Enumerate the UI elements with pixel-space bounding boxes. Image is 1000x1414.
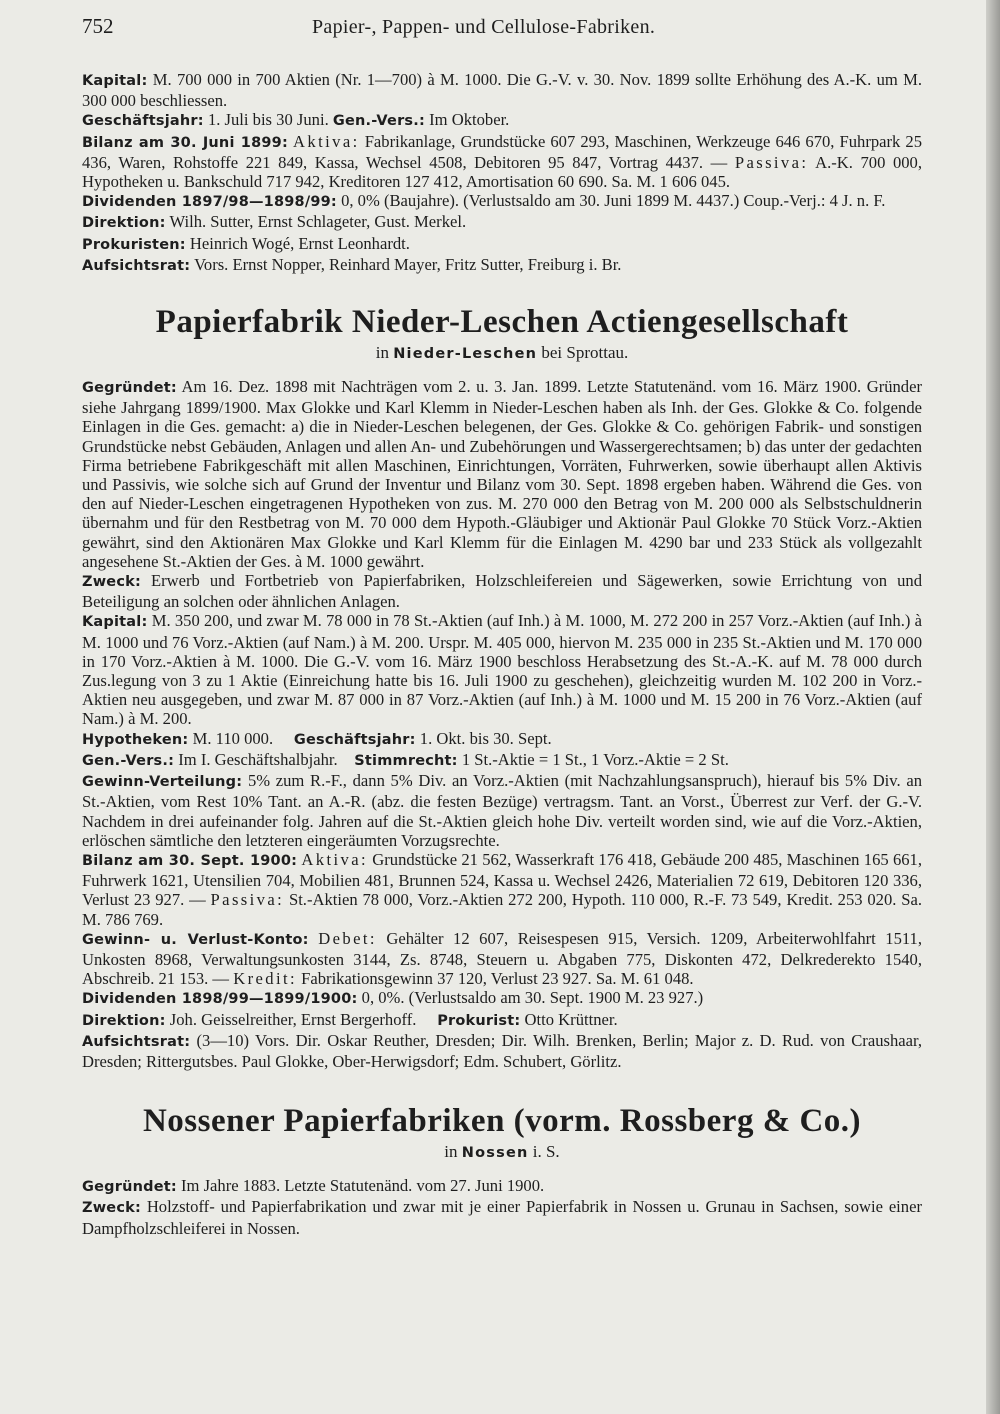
entry-aufsichtsrat [82, 1031, 922, 1071]
page-header [82, 14, 922, 44]
location-place: Nossen [461, 1145, 529, 1162]
company-location [82, 1141, 922, 1164]
entry-dividenden [82, 988, 922, 1009]
entry-text: Wilh. Sutter, Ernst Schlageter, Gust. Merkel. [169, 212, 467, 232]
entry-text: Otto Krüttner. [524, 1009, 618, 1029]
entry-text: Gehälter 12 607, Reisespesen 915, Versich. 1209, Arbeiterwohlfahrt 1511, Unkosten 8968, Verwaltungsunkosten 3144, Zs. 8748, Steuern u. Abgaben 775, Diskonten 472, Delkrederekto 1540, Abschreib. 21 153. — [82, 928, 923, 989]
entry-label: Dividenden 1898/99—1899/1900: [82, 991, 358, 1008]
company-title: Papierfabrik Nieder-Leschen Actiengesellschaft [155, 304, 849, 341]
entry-text: Holzstoff- und Papierfabrikation und zwar mit je einer Papierfabrik in Nossen u. Grunau in Sachsen, sowie einer Dampfholzschleiferei in Nossen. [82, 1197, 922, 1238]
page-number: 752 [82, 14, 114, 38]
entry-label: Gewinn- u. Verlust-Konto: [82, 931, 309, 948]
entry-dividenden [82, 191, 922, 212]
entry-prokuristen [82, 234, 922, 255]
entry-text: Vors. Ernst Nopper, Reinhard Mayer, Fritz Sutter, Freiburg i. Br. [194, 254, 622, 274]
entry-text: 1. Juli bis 30 Juni. [207, 110, 329, 130]
entry-text: M. 110 000. [192, 728, 274, 748]
entry-gegruendet [82, 377, 922, 571]
entry-bilanz [82, 850, 922, 929]
entry-aufsichtsrat [82, 255, 922, 276]
entry-text: Joh. Geisselreither, Ernst Bergerhoff. [169, 1009, 417, 1029]
entry-hypotheken [82, 729, 922, 750]
location-place: Nieder-Leschen [393, 346, 538, 363]
entry-text: 0, 0%. (Verlustsaldo am 30. Sept. 1900 M. 23 927.) [361, 988, 704, 1008]
entry-label: Zweck: [82, 574, 141, 591]
entry-text: Fabrikationsgewinn 37 120, Verlust 23 927. Sa. M. 61 048. [301, 969, 694, 989]
entry-text: 5% zum R.-F., dann 5% Div. an Vorz.-Aktien (mit Nachzahlungsanspruch), hierauf bis 5% Div. an St.-Aktien, vom Rest 10% Tant. an A.-R. (abz. die festen Bezüge) vertragsm. Tant. an Vorst., Überrest zur Verf. der G.-V. Nachdem in drei aufeinander folg. Jahren auf die St.-Aktien gleich hohe Div. verteilt worden sind, wie auf die Vorz.-Aktien, erlöschen sämtliche den letzteren eingeräumten Vorzugsrechte. [82, 771, 922, 850]
running-title: Papier-, Pappen- und Cellulose-Fabriken. [312, 16, 656, 38]
aktiva-word: Aktiva: [301, 849, 368, 869]
entry-direktion [82, 1010, 922, 1031]
entry-text: 1. Okt. bis 30. Sept. [419, 728, 552, 748]
company-entry-nieder-leschen [82, 302, 922, 1071]
entry-text: M. 700 000 in 700 Aktien (Nr. 1—700) à M. 1000. Die G.-V. v. 30. Nov. 1899 sollte Erhöhung des A.-K. um M. 300 000 beschliessen. [82, 70, 922, 111]
entry-label: Stimmrecht: [354, 752, 458, 769]
entry-label: Kapital: [82, 614, 148, 631]
entry-zweck [82, 571, 922, 611]
location-suffix: i. S. [532, 1142, 560, 1162]
location-prefix: in [444, 1142, 458, 1162]
entry-text: Heinrich Wogé, Ernst Leonhardt. [189, 233, 410, 253]
location-prefix: in [375, 343, 389, 363]
entry-text: A.-K. 700 000, Hypotheken u. Bankschuld 717 942, Kreditoren 127 412, Amortisation 60 690. Sa. M. 1 606 045. [82, 152, 922, 192]
entry-label: Gegründet: [82, 1179, 177, 1196]
previous-company-entry [82, 70, 922, 276]
entry-label: Bilanz am 30. Sept. 1900: [82, 852, 298, 869]
entry-text: St.-Aktien 78 000, Vorz.-Aktien 272 200, Hypoth. 110 000, R.-F. 73 549, Kredit. 253 020. Sa. M. 786 769. [82, 890, 922, 929]
kredit-word: Kredit: [233, 969, 297, 989]
entry-label: Zweck: [82, 1200, 141, 1217]
entry-label: Gen.-Vers.: [82, 752, 175, 769]
entry-gewinn-verteilung [82, 771, 922, 850]
company-location [82, 342, 922, 365]
entry-label: Kapital: [82, 73, 148, 89]
entry-gewinn-verlust-konto [82, 929, 922, 989]
entry-label: Prokuristen: [82, 236, 186, 253]
debet-word: Debet: [318, 928, 377, 948]
entry-label: Prokurist: [437, 1012, 521, 1029]
entry-label: Hypotheken: [82, 731, 189, 748]
entry-text: 0, 0% (Baujahre). (Verlustsaldo am 30. Juni 1899 M. 4437.) Coup.-Verj.: 4 J. n. F. [341, 191, 886, 211]
entry-label: Aufsichtsrat: [82, 1033, 191, 1050]
entry-label: Geschäftsjahr: [82, 113, 204, 130]
entry-gen-vers [82, 750, 922, 771]
entry-gegruendet [82, 1176, 922, 1197]
entry-text: Im Jahre 1883. Letzte Statutenänd. vom 27. Juni 1900. [181, 1176, 545, 1196]
entry-label: Gen.-Vers.: [332, 113, 425, 130]
entry-kapital [82, 611, 922, 728]
entry-text: Am 16. Dez. 1898 mit Nachträgen vom 2. u. 3. Jan. 1899. Letzte Statutenänd. vom 16. März 1900. Gründer siehe Jahrgang 1899/1900. Max Glokke und Karl Klemm in Nieder-Leschen haben als Inh. der Ges. Glokke & Co. folgende Einlagen in die Ges. gemacht: a) die in Nieder-Leschen belegenen, der Ges. Glokke & Co. gehörigen Fabrik- und sonstigen Grundstücke nebst Gebäuden, Anlagen und allen An- und Zubehörungen und Wassergerechtsamen; b) das unter der gedachten Firma betriebene Fabrikgeschäft mit allen Maschinen, Einrichtungen, Vorräten, Fuhrwerken, sowie überhaupt allen Aktivis und Passivis, wie solche sich auf Grund der Inventur und Bilanz vom 30. Sept. 1898 ergeben haben. Während die Ges. von den auf Nieder-Leschen eingetragenen Hypotheken von zus. M. 270 000 den Betrag von M. 200 000 als Selbstschuldnerin übernahm und für den Restbetrag von M. 70 000 dem Hypoth.-Gläubiger und Aktionär Paul Glokke 70 Stück Vorz.-Aktien gewährt, sind den Aktionären Max Glokke und Karl Klemm für die Einlagen M. 4290 bar und 233 Stück als vollgezahlt angesehene St.-Aktien der Ges. à M. 1000 gewährt. [82, 377, 922, 571]
entry-kapital [82, 70, 922, 110]
entry-direktion [82, 212, 922, 233]
entry-text: Im I. Geschäftshalbjahr. [178, 749, 338, 769]
entry-bilanz [82, 132, 922, 192]
company-title: Nossener Papierfabriken (vorm. Rossberg & Co.) [142, 1103, 862, 1140]
entry-label: Dividenden 1897/98—1898/99: [82, 194, 337, 211]
entry-text: Im Oktober. [429, 110, 510, 130]
passiva-word: Passiva: [734, 152, 809, 172]
aktiva-word: Aktiva: [293, 131, 360, 151]
entry-label: Gewinn-Verteilung: [82, 774, 243, 791]
entry-label: Direktion: [82, 1012, 166, 1029]
entry-label: Geschäftsjahr: [293, 731, 416, 748]
entry-text: (3—10) Vors. Dir. Oskar Reuther, Dresden; Dir. Wilh. Brenken, Berlin; Major z. D. Rud. von Craushaar, Dresden; Rittergutsbes. Paul Glokke, Ober-Herwigsdorf; Edm. Schubert, Görlitz. [82, 1030, 922, 1071]
company-entry-nossener [82, 1101, 922, 1238]
entry-text: M. 350 200, und zwar M. 78 000 in 78 St.-Aktien (auf Inh.) à M. 1000, M. 272 200 in 257 Vorz.-Aktien (auf Inh.) à M. 1000 und 76 Vorz.-Aktien (auf Nam.) à M. 200. Urspr. M. 405 000, hiervon M. 235 000 in 235 St.-Aktien und M. 170 000 in 170 Vorz.-Aktien à M. 1000. Die G.-V. vom 16. März 1900 beschloss Herabsetzung des St.-A.-K. auf M. 78 000 durch Zus.legung von 3 zu 1 Aktie (Einreichung hatte bis 16. Juli 1900 zu geschehen), gleichzeitig wurden M. 102 200 in Vorz.-Aktien neu ausgegeben, und zwar M. 87 000 in 87 Vorz.-Aktien (auf Inh.) à M. 1000 und M. 15 200 in 76 Vorz.-Aktien (auf Nam.) à M. 200. [82, 611, 923, 729]
entry-text: Grundstücke 21 562, Wasserkraft 176 418, Gebäude 200 485, Maschinen 165 661, Fuhrwerk 1621, Utensilien 704, Mobilien 481, Brunnen 524, Kassa u. Wechsel 2426, Materialien 72 619, Debitoren 120 336, Verlust 23 927. — [82, 849, 922, 910]
location-suffix: bei Sprottau. [541, 343, 629, 363]
entry-geschaeftsjahr [82, 110, 922, 131]
passiva-word: Passiva: [210, 890, 285, 910]
entry-text: Fabrikanlage, Grundstücke 607 293, Maschinen, Werkzeuge 646 670, Fuhrpark 25 436, Waren, Rohstoffe 221 849, Kassa, Wechsel 4508, Debitoren 95 847, Vortrag 4437. — [82, 131, 922, 172]
page-edge-shadow [986, 0, 1000, 1414]
entry-label: Bilanz am 30. Juni 1899: [82, 134, 288, 151]
entry-zweck [82, 1197, 922, 1237]
entry-label: Direktion: [82, 215, 166, 232]
entry-text: Erwerb und Fortbetrieb von Papierfabriken, Holzschleifereien und Sägewerken, sowie Errichtung von und Beteiligung an solchen oder ähnlichen Anlagen. [82, 571, 922, 612]
entry-text: 1 St.-Aktie = 1 St., 1 Vorz.-Aktie = 2 St. [461, 749, 729, 769]
entry-label: Gegründet: [82, 380, 177, 397]
entry-label: Aufsichtsrat: [82, 257, 191, 274]
